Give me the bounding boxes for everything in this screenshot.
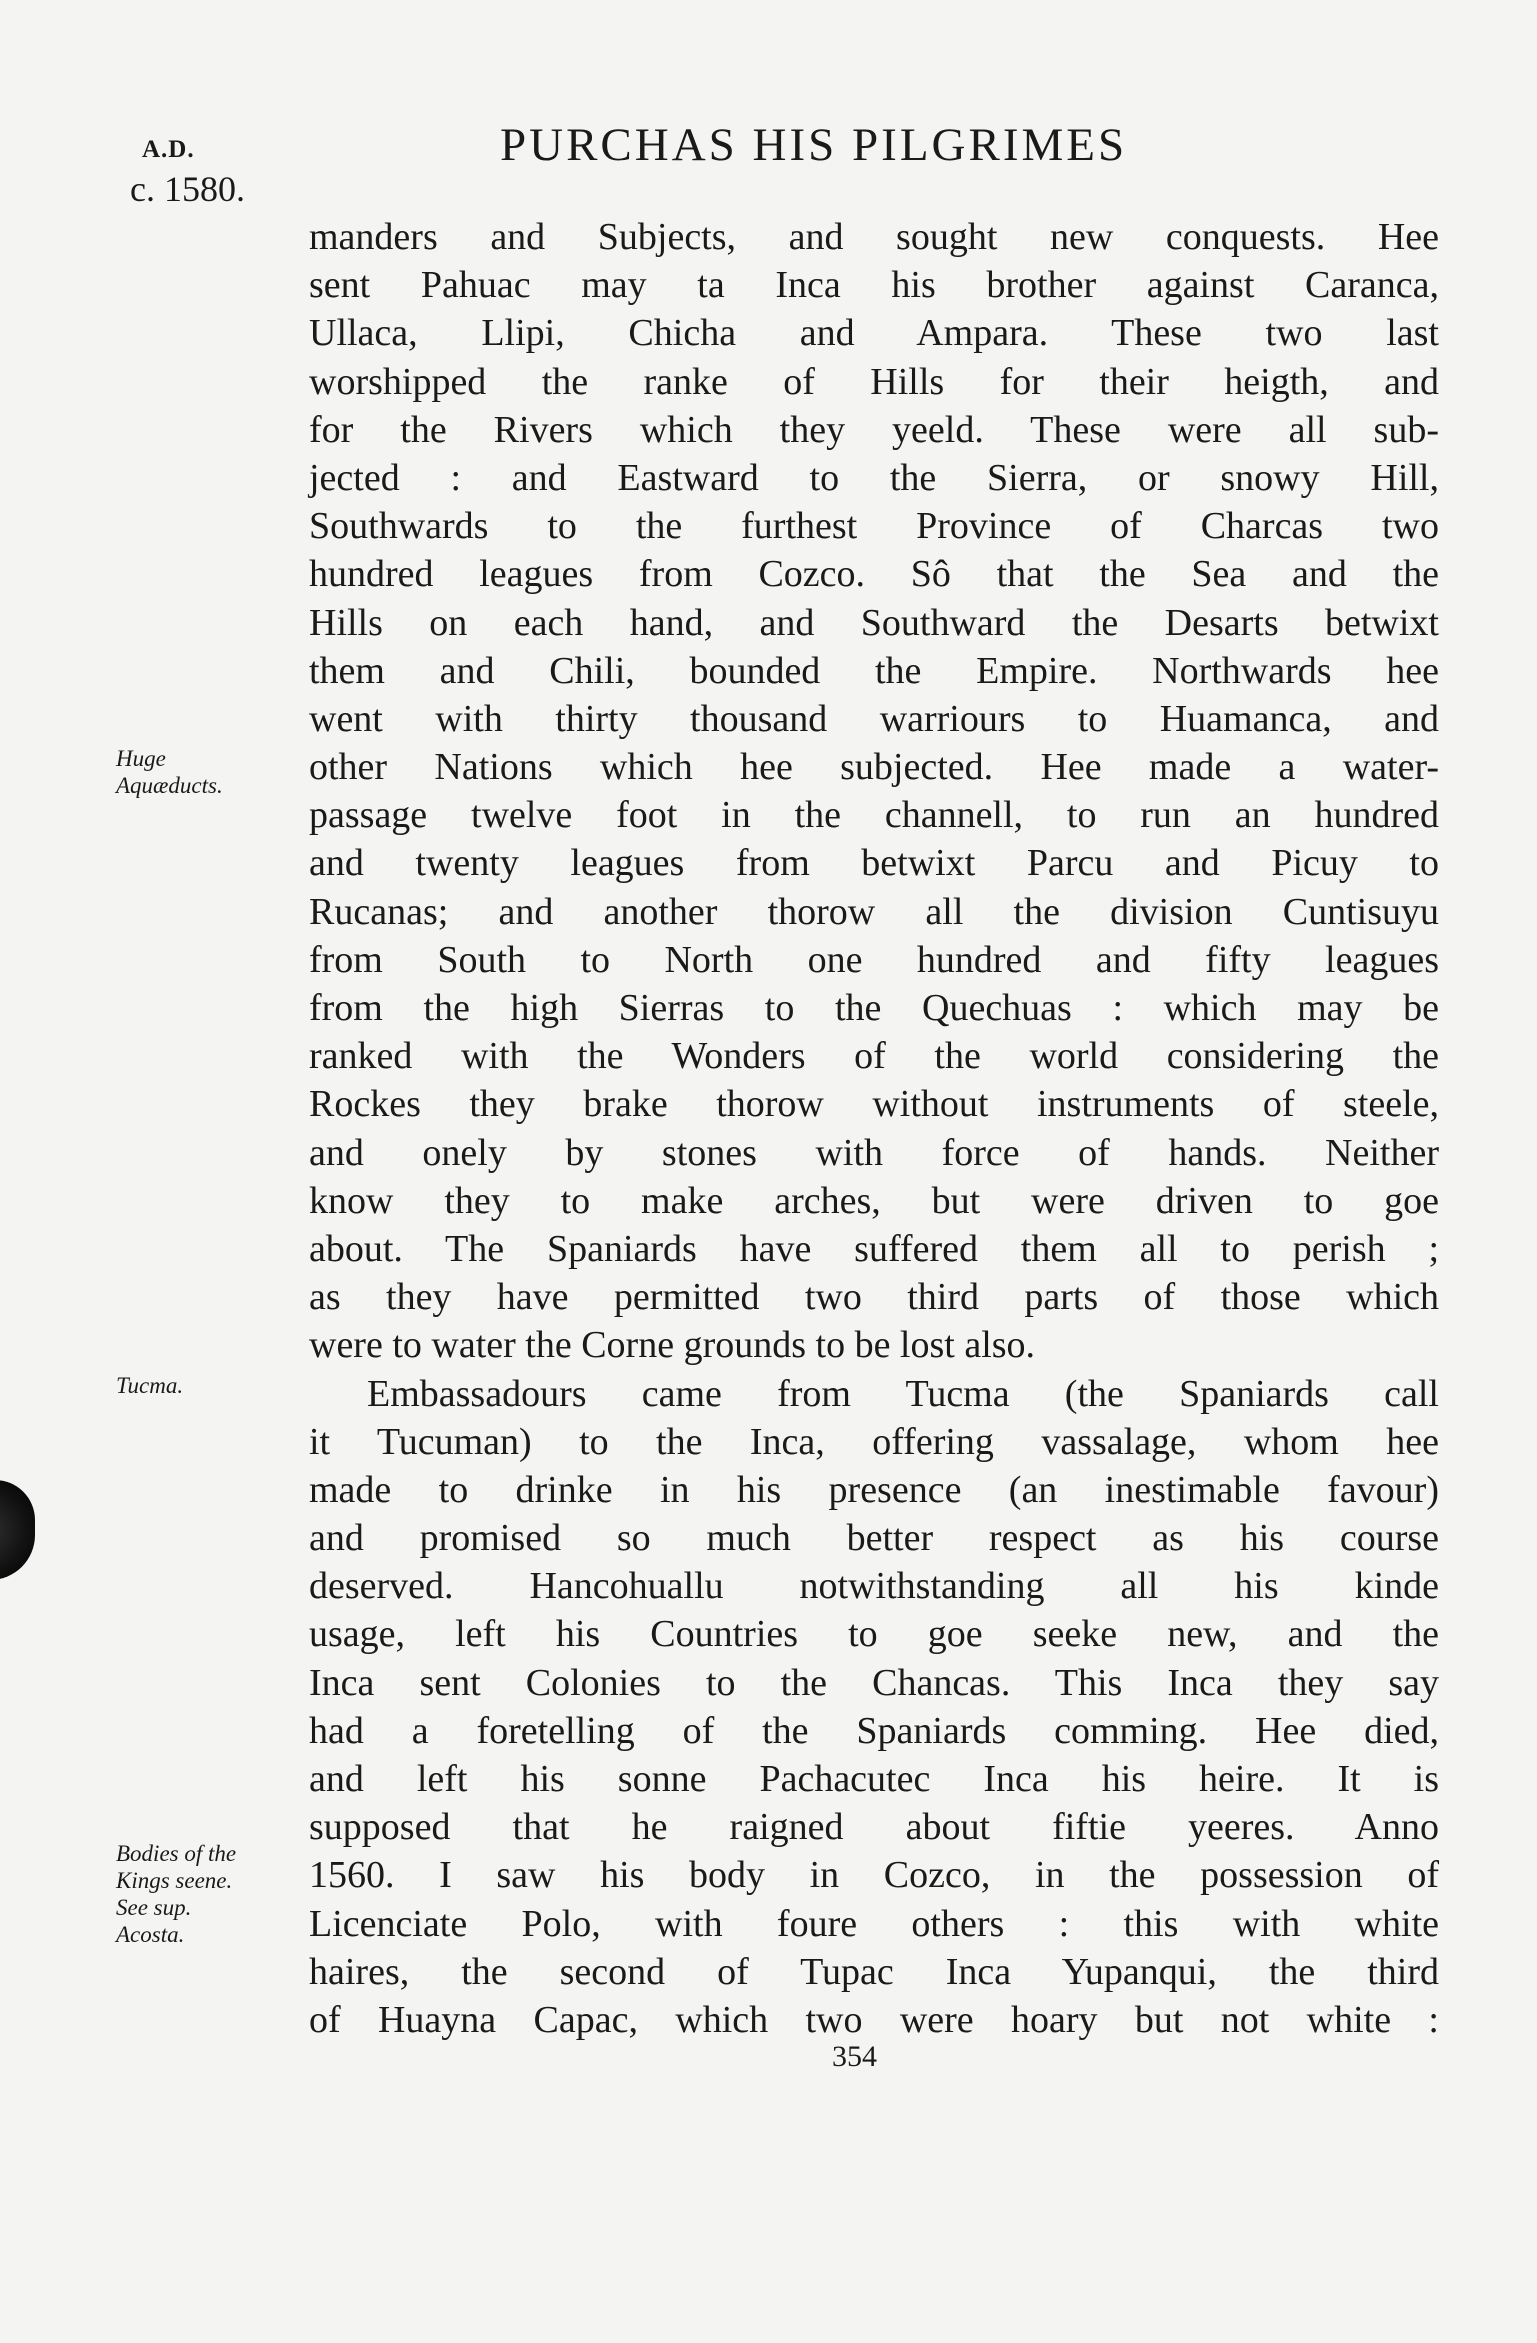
body-text <box>309 213 1439 2044</box>
text-line: and promised so much better respect as his course <box>309 1517 1439 1560</box>
margin-note-aqueducts: Huge Aquæducts. <box>116 746 223 798</box>
text-line: Hills on each hand, and Southward the Desarts betwixt <box>309 601 1439 644</box>
text-line: them and Chili, bounded the Empire. Northwards hee <box>309 649 1439 692</box>
margin-note-tucma: Tucma. <box>116 1373 184 1398</box>
text-line: passage twelve foot in the channell, to run an hundred <box>309 794 1439 837</box>
text-line: ranked with the Wonders of the world considering the <box>309 1035 1439 1078</box>
text-line: and left his sonne Pachacutec Inca his heire. It is <box>309 1758 1439 1800</box>
text-line: and twenty leagues from betwixt Parcu and Picuy to <box>309 842 1439 885</box>
header-date-label: A.D. <box>142 136 195 163</box>
text-line: know they to make arches, but were driven to goe <box>309 1179 1439 1222</box>
text-line: from the high Sierras to the Quechuas : which may be <box>309 987 1439 1029</box>
text-line: Rucanas; and another thorow all the division Cuntisuyu <box>309 890 1439 933</box>
thumb-shadow <box>0 1480 35 1580</box>
text-line: had a foretelling of the Spaniards comming. Hee died, <box>309 1709 1439 1752</box>
text-line: and onely by stones with force of hands. Neither <box>309 1131 1439 1174</box>
text-line: went with thirty thousand warriours to Huamanca, and <box>309 697 1439 740</box>
text-line: manders and Subjects, and sought new conquests. Hee <box>309 216 1439 258</box>
text-line: Southwards to the furthest Province of Charcas two <box>309 505 1439 548</box>
text-line: supposed that he raigned about fiftie yeeres. Anno <box>309 1806 1439 1849</box>
text-line: it Tucuman) to the Inca, offering vassalage, whom hee <box>309 1420 1439 1463</box>
text-line: made to drinke in his presence (an inestimable favour) <box>309 1468 1439 1511</box>
text-line: for the Rivers which they yeeld. These were all sub- <box>309 408 1439 451</box>
text-line: Rockes they brake thorow without instruments of steele, <box>309 1083 1439 1126</box>
text-line: Licenciate Polo, with foure others : this with white <box>309 1902 1439 1945</box>
text-line: sent Pahuac may ta Inca his brother against Caranca, <box>309 264 1439 307</box>
text-line: of Huayna Capac, which two were hoary but not white : <box>309 1998 1439 2041</box>
running-title: PURCHAS HIS PILGRIMES <box>500 119 1128 171</box>
text-line: were to water the Corne grounds to be lost also. <box>309 1324 1036 1367</box>
page-number: 354 <box>832 2040 877 2073</box>
text-line: Embassadours came from Tucma (the Spaniards call <box>367 1372 1439 1415</box>
text-line: as they have permitted two third parts of those which <box>309 1276 1439 1319</box>
header-year: c. 1580. <box>130 169 245 209</box>
text-line: haires, the second of Tupac Inca Yupanqui, the third <box>309 1950 1439 1993</box>
text-line: worshipped the ranke of Hills for their heigth, and <box>309 360 1439 403</box>
text-line: hundred leagues from Cozco. Sô that the Sea and the <box>309 553 1439 596</box>
text-line: other Nations which hee subjected. Hee made a water- <box>309 746 1439 789</box>
margin-note-bodies: Bodies of the Kings seene. See sup. Acosta. <box>116 1841 237 1947</box>
text-line: usage, left his Countries to goe seeke new, and the <box>309 1613 1439 1656</box>
text-line: jected : and Eastward to the Sierra, or snowy Hill, <box>309 456 1439 499</box>
text-line: about. The Spaniards have suffered them all to perish ; <box>309 1227 1439 1270</box>
text-line: deserved. Hancohuallu notwithstanding all his kinde <box>309 1565 1439 1608</box>
text-line: Ullaca, Llipi, Chicha and Ampara. These two last <box>309 312 1439 355</box>
text-line: Inca sent Colonies to the Chancas. This Inca they say <box>309 1661 1439 1704</box>
text-line: 1560. I saw his body in Cozco, in the possession of <box>309 1854 1439 1897</box>
text-line: from South to North one hundred and fifty leagues <box>309 938 1439 981</box>
